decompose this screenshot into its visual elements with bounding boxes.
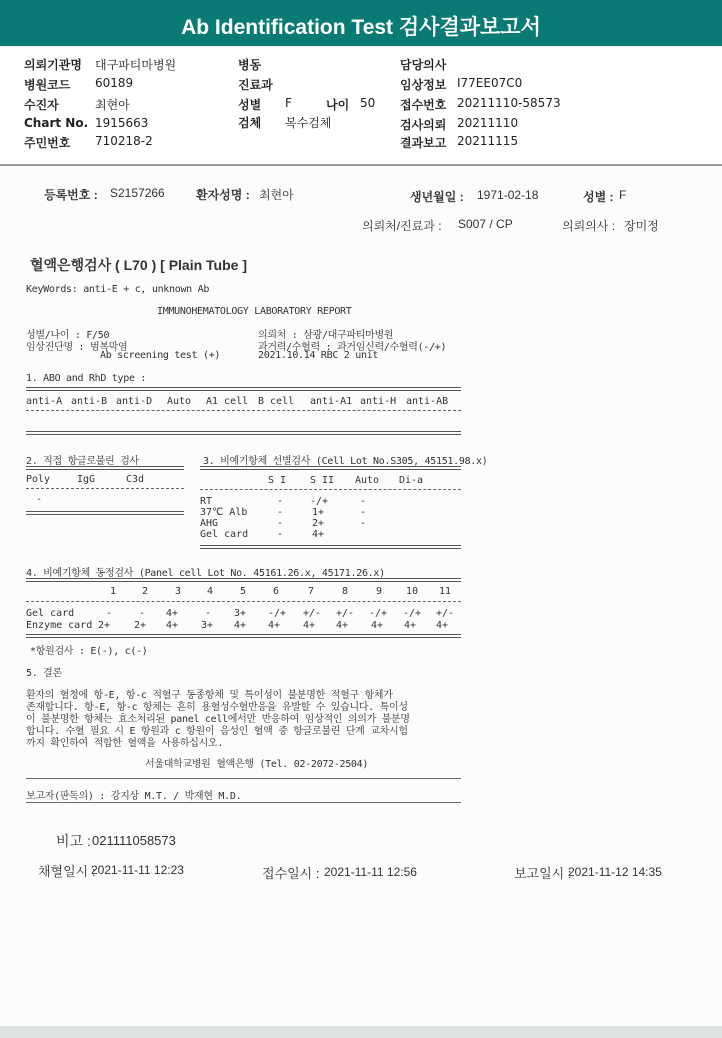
hdr-value: I77EE07C0 [457, 76, 523, 90]
report-time-label: 보고일시 : [514, 866, 572, 881]
hdr-value: 20211115 [457, 134, 519, 148]
reg-label: 등록번호 : [44, 188, 98, 202]
s1-col: A1 cell [206, 396, 249, 407]
specimen-label: 검체 [238, 116, 262, 130]
report-sex-value: F [619, 188, 627, 202]
dob-value: 1971-02-18 [477, 188, 539, 202]
antigen-test: *항원검사 : E(-), c(-) [30, 646, 148, 657]
rule [26, 431, 461, 435]
rule [26, 387, 461, 391]
s3-header-row [200, 475, 465, 487]
s4-cell: +/- [436, 608, 455, 619]
s4-cell: 4+ [234, 620, 247, 631]
s4-cell: -/+ [268, 608, 287, 619]
s3-col: Di-a [399, 475, 424, 486]
rule [200, 545, 461, 549]
s1-col: anti-B [71, 396, 108, 407]
patient-value: 최현아 [259, 188, 294, 202]
rule [26, 802, 461, 803]
age-label: 나이 [326, 98, 350, 112]
s1-col: anti-D [116, 396, 153, 407]
s1-header-row [26, 396, 466, 408]
s3-cell: -/+ [310, 496, 329, 507]
remark-value: 021111058573 [92, 833, 176, 848]
report-title: Ab Identification Test 검사결과보고서 [0, 0, 722, 46]
rule [200, 489, 461, 490]
hdr-value: 1915663 [95, 116, 149, 130]
receive-value: 2021-11-11 12:56 [324, 865, 417, 879]
hdr-label: 담당의사 [400, 58, 447, 72]
rule [26, 488, 184, 489]
s4-col: 6 [273, 586, 280, 597]
s3-cell: - [277, 518, 284, 529]
specimen-value: 복수검체 [285, 116, 332, 130]
sex-value: F [285, 96, 292, 110]
s2-title: 2. 직접 항글로불린 검사 [26, 456, 139, 467]
hdr-label: 임상정보 [400, 78, 447, 92]
hdr-label: Chart No. [24, 116, 89, 130]
hdr-value: 20211110 [457, 116, 519, 130]
s3-col: S II [310, 475, 335, 486]
clinic-value: S007 / CP [458, 217, 513, 231]
s4-cell: - [106, 608, 113, 619]
s4-cell: 4+ [371, 620, 384, 631]
s4-cell: -/+ [369, 608, 388, 619]
reporter: 보고자(판독의) : 강지상 M.T. / 박재현 M.D. [26, 791, 242, 802]
s4-col: 11 [439, 586, 452, 597]
hdr-label: 의뢰기관명 [24, 58, 82, 72]
s4-col: 1 [110, 586, 117, 597]
s3-row [200, 529, 465, 541]
s4-col: 7 [308, 586, 315, 597]
hdr-value: 20211110-58573 [457, 96, 561, 110]
s4-cell: 4+ [436, 620, 449, 631]
s4-cell: 2+ [134, 620, 147, 631]
info-dx: 임상진단명 : 범복막염 [26, 342, 128, 353]
s4-cell: +/- [303, 608, 322, 619]
conclusion-line: 환자의 혈청에 항-E, 항-c 적혈구 동종항체 및 특이성이 불분명한 적혈구 항체가 [26, 690, 393, 701]
hdr-value: 최현아 [95, 98, 130, 112]
s2-value: - [36, 494, 42, 505]
rule [26, 578, 461, 582]
s1-col: anti-A [26, 396, 63, 407]
ward-label: 병동 [238, 58, 262, 72]
s4-row-name: Enzyme card [26, 620, 93, 631]
s3-cell: - [360, 507, 367, 518]
s3-cell: - [277, 529, 284, 540]
reg-value: S2157266 [110, 186, 165, 200]
s3-title: 3. 비예기항체 선별검사 (Cell Lot No.S305, 45151.98.x) [203, 456, 488, 467]
s3-col: Auto [355, 475, 380, 486]
s4-cell: 3+ [234, 608, 247, 619]
age-value: 50 [360, 96, 376, 110]
clinic-label: 의뢰처/진료과 : [362, 219, 442, 233]
rule [26, 410, 461, 411]
info-referral: 의뢰처 : 삼광/대구파티마병원 [258, 330, 394, 341]
rule [26, 511, 184, 515]
s1-col: anti-AB [406, 396, 449, 407]
sex-label: 성별 [238, 98, 262, 112]
report-time-value: 2021-11-12 14:35 [568, 865, 662, 879]
s4-cell: -/+ [403, 608, 422, 619]
s1-col: B cell [258, 396, 295, 407]
s4-cell: 4+ [166, 620, 179, 631]
s3-col: S I [268, 475, 287, 486]
s4-col: 5 [240, 586, 247, 597]
report-sex-label: 성별 : [583, 190, 614, 204]
s4-cell: 2+ [98, 620, 111, 631]
s4-col: 4 [207, 586, 214, 597]
dob-label: 생년월일 : [410, 190, 464, 204]
s3-row-name: 37℃ Alb [200, 507, 248, 518]
s4-col: 3 [175, 586, 182, 597]
conclusion-line: 합니다. 수혈 필요 시 E 항원과 c 항원이 음성인 혈액 중 항글로불린 단계 교차시험 [26, 726, 408, 737]
s4-cell: 4+ [336, 620, 349, 631]
s1-col: Auto [167, 396, 192, 407]
s4-cell: - [139, 608, 146, 619]
s3-row-name: AHG [200, 518, 219, 529]
hdr-label: 주민번호 [24, 136, 71, 150]
s2-header-row [26, 474, 186, 486]
s3-cell: - [360, 496, 367, 507]
hdr-label: 수진자 [24, 98, 59, 112]
s1-title: 1. ABO and RhD type : [26, 373, 147, 384]
s3-cell: - [277, 507, 284, 518]
receive-label: 접수일시 : [262, 866, 320, 881]
doctor-label: 의뢰의사 : [562, 219, 616, 233]
s4-cell: 4+ [404, 620, 417, 631]
remark-label: 비고 : [56, 833, 91, 849]
hdr-value: 710218-2 [95, 134, 153, 148]
s4-cell: 3+ [201, 620, 214, 631]
s4-cell: 4+ [166, 608, 179, 619]
collect-value: 2021-11-11 12:23 [91, 863, 184, 877]
hdr-label: 검사의뢰 [400, 118, 447, 132]
s4-cell: - [205, 608, 212, 619]
hdr-label: 병원코드 [24, 78, 71, 92]
keywords: KeyWords: anti-E + c, unknown Ab [26, 284, 210, 295]
s3-cell: 2+ [312, 518, 325, 529]
rule [26, 601, 461, 602]
conclusion-line: 이 불분명한 항체는 효소처리된 panel cell에서만 반응하여 임상적인 의의가 불분명 [26, 714, 410, 725]
info-screen: Ab screening test (+) [100, 350, 221, 361]
s3-cell: - [360, 518, 367, 529]
s2-col: C3d [126, 474, 145, 485]
s4-cell: 4+ [303, 620, 316, 631]
s4-col: 9 [376, 586, 383, 597]
s4-col: 8 [342, 586, 349, 597]
s3-row-name: RT [200, 496, 213, 507]
rule [26, 778, 461, 779]
hdr-label: 접수번호 [400, 98, 447, 112]
info-history: 과거력/수혈력 : 과거임신력/수혈력(-/+) [258, 342, 447, 353]
s2-col: IgG [77, 474, 96, 485]
s3-row-name: Gel card [200, 529, 249, 540]
s2-col: Poly [26, 474, 51, 485]
collect-label: 채혈일시 : [38, 864, 96, 879]
hdr-value: 60189 [95, 76, 134, 90]
s4-title: 4. 비예기항체 동정검사 (Panel cell Lot No. 45161.26.x, 45171.26.x) [26, 568, 385, 579]
rule [26, 466, 184, 470]
rule [26, 634, 461, 638]
hospital-contact: 서울대학교병원 혈액은행 (Tel. 02-2072-2504) [145, 759, 369, 770]
s4-header-row [26, 586, 466, 598]
info-rbc: 2021.10.14 RBC 2 unit [258, 350, 379, 361]
s4-col: 10 [406, 586, 419, 597]
conclusion-line: 까지 확인하여 적합한 혈액을 사용하십시오. [26, 738, 224, 749]
header-divider [0, 164, 722, 166]
hdr-label: 결과보고 [400, 136, 447, 150]
s4-row-name: Gel card [26, 608, 75, 619]
page-bottom-edge [0, 1026, 722, 1038]
s1-col: anti-A1 [310, 396, 353, 407]
test-title: 혈액은행검사 ( L70 ) [ Plain Tube ] [30, 257, 248, 273]
s3-cell: 4+ [312, 529, 325, 540]
conclusion-line: 존재합니다. 항-E, 항-c 항체는 흔히 용혈성수혈반응을 유발할 수 있습니다. 특이성 [26, 702, 408, 713]
patient-label: 환자성명 : [196, 188, 250, 202]
s4-row [26, 620, 466, 632]
s1-col: anti-H [360, 396, 397, 407]
hdr-value: 대구파티마병원 [95, 58, 177, 72]
s4-col: 2 [142, 586, 149, 597]
doctor-value: 장미정 [624, 219, 659, 233]
lab-title: IMMUNOHEMATOLOGY LABORATORY REPORT [157, 306, 352, 317]
dept-label: 진료과 [238, 78, 273, 92]
rule [200, 466, 461, 470]
s5-title: 5. 결론 [26, 668, 62, 679]
s3-cell: - [277, 496, 284, 507]
info-sexage: 성별/나이 : F/50 [26, 330, 110, 341]
s4-row [26, 608, 466, 620]
s3-cell: 1+ [312, 507, 325, 518]
scanned-report [0, 168, 722, 1030]
s4-cell: +/- [336, 608, 355, 619]
s4-cell: 4+ [268, 620, 281, 631]
